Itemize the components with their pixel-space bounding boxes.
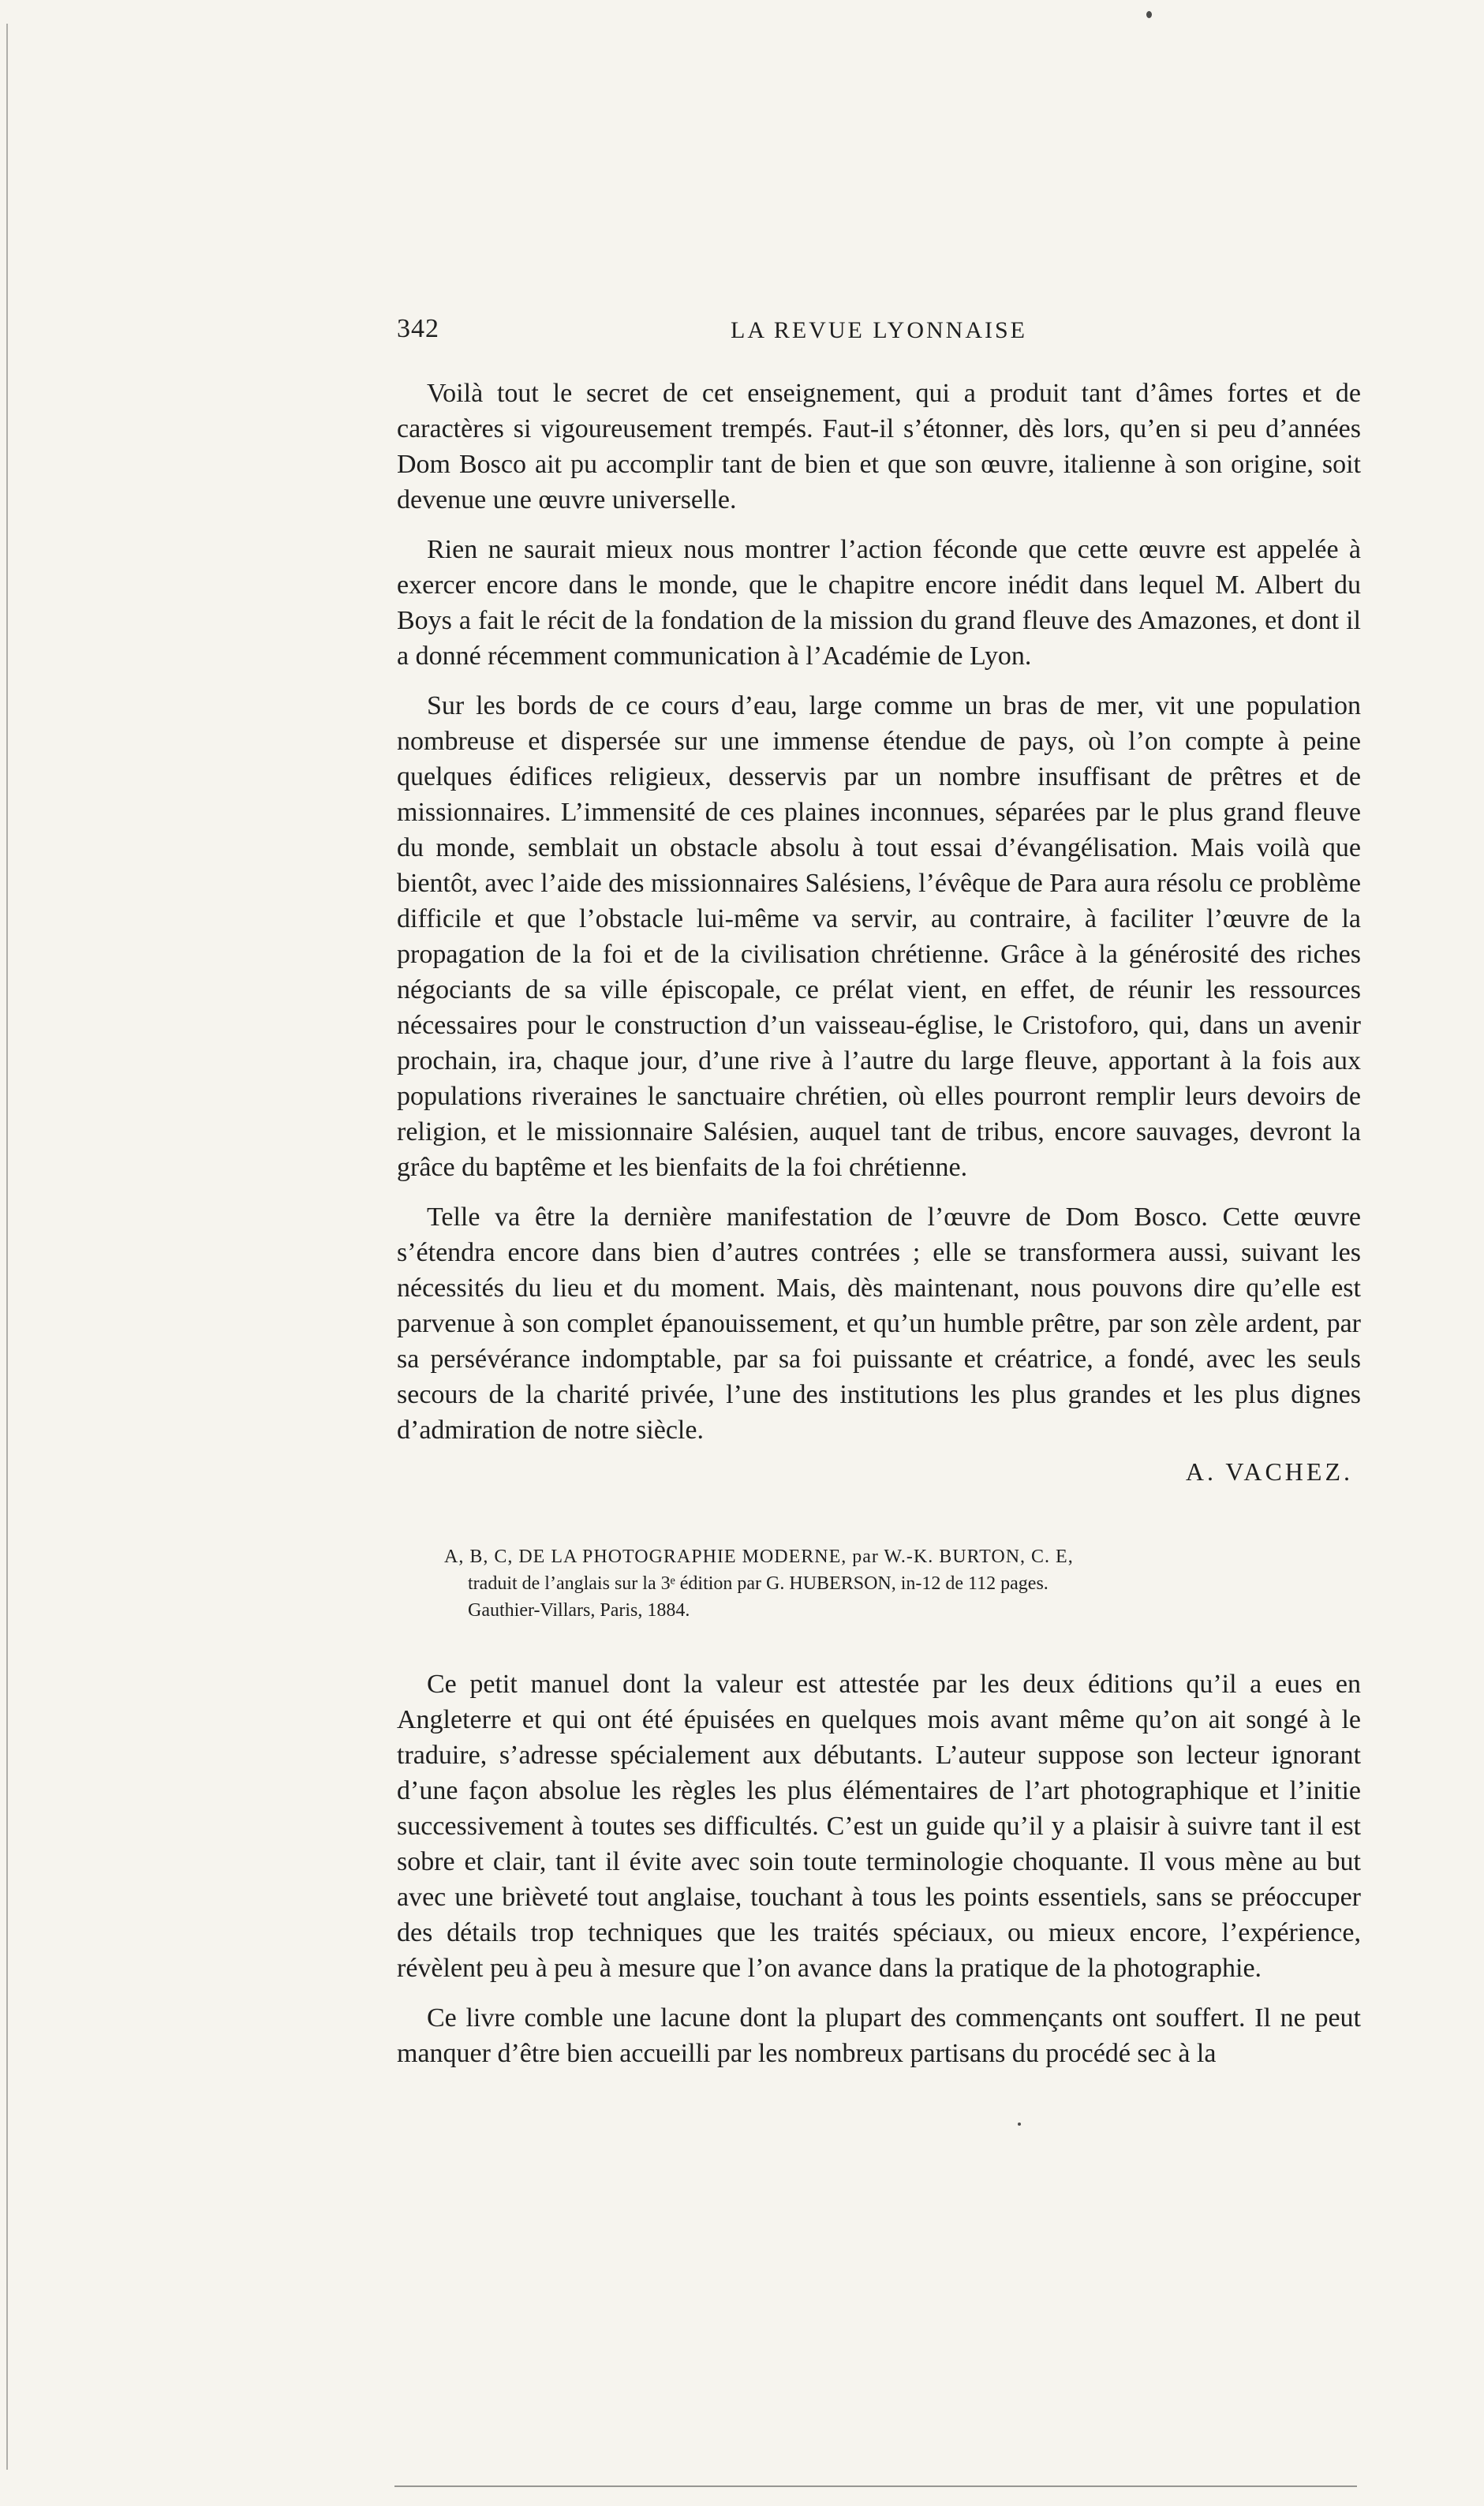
review-heading	[444, 1543, 1337, 1624]
page-header	[397, 314, 1361, 361]
page-number: 342	[397, 314, 439, 343]
document-page	[397, 314, 1361, 2492]
article-signature: A. VACHEZ.	[1185, 1457, 1353, 1486]
review-title-line: A, B, C, DE LA PHOTOGRAPHIE MODERNE, par W.-K. BURTON, C. E,	[444, 1547, 1074, 1567]
article-paragraph: Telle va être la dernière manifestation de l’œuvre de Dom Bosco. Cette œuvre s’étendra encore dans bien d’autres contrées ; elle se transformera aussi, suivant les nécessités du lieu et du moment. Mais, dès maintenant, nous pouvons dire qu’elle est parvenue à son complet épanouissement, et qu’un humble prêtre, par son zèle ardent, par sa persévérance indomptable, par sa foi puissante et créatrice, a fondé, avec les seuls secours de la charité privée, l’une des institutions les plus grandes et les plus dignes d’admiration de notre siècle.	[397, 1203, 1361, 1445]
article-paragraph: Voilà tout le secret de cet enseignement, qui a produit tant d’âmes fortes et de caractères si vigoureusement trempés. Faut-il s’étonner, dès lors, qu’en si peu d’années Dom Bosco ait pu accomplir tant de bien et que son œuvre, italienne à son origine, soit devenue une œuvre universelle.	[397, 379, 1361, 514]
review-paragraph: Ce petit manuel dont la valeur est attestée par les deux éditions qu’il a eues en Angleterre et qui ont été épuisées en quelques mois avant même qu’on ait songé à le traduire, s’adresse spécialement aux débutants. L’auteur suppose son lecteur ignorant d’une façon absolue les règles les plus élémentaires de l’art photographique et l’initie successivement à toutes ses difficultés. C’est un guide qu’il y a plaisir à suivre tant il est sobre et clair, tant il évite avec soin toute terminologie choquante. Il vous mène au but avec une brièveté tout anglaise, touchant à tous les points essentiels, sans se préoccuper des détails trop techniques que les traités spéciaux, ou mieux encore, l’expérience, révèlent peu à peu à mesure que l’on avance dans la pratique de la photographie.	[397, 1670, 1361, 1983]
ink-speck	[1146, 11, 1152, 18]
article-paragraph: Rien ne saurait mieux nous montrer l’action féconde que cette œuvre est appelée à exercer encore dans le monde, que le chapitre encore inédit dans lequel M. Albert du Boys a fait le récit de la fondation de la mission du grand fleuve des Amazones, et dont il a donné récemment communication à l’Académie de Lyon.	[397, 535, 1361, 671]
scan-edge-line	[6, 24, 8, 2470]
article-body	[397, 376, 1361, 1487]
running-title: LA REVUE LYONNAISE	[731, 317, 1027, 343]
review-meta-line-1: traduit de l’anglais sur la 3ᵉ édition par G. HUBERSON, in-12 de 112 pages.	[468, 1573, 1049, 1594]
article-paragraph: Sur les bords de ce cours d’eau, large comme un bras de mer, vit une population nombreuse et dispersée sur une immense étendue de pays, où l’on compte à peine quelques édifices religieux, desservis par un nombre insuffisant de prêtres et de missionnaires. L’immensité de ces plaines inconnues, séparées par le plus grand fleuve du monde, semblait un obstacle absolu à tout essai d’évangélisation. Mais voilà que bientôt, avec l’aide des missionnaires Salésiens, l’évêque de Para aura résolu ce problème difficile et que l’obstacle lui-même va servir, au contraire, à faciliter l’œuvre de la propagation de la foi et de la civilisation chrétienne. Grâce à la générosité des riches négociants de sa ville épiscopale, ce prélat vient, en effet, de réunir les ressources nécessaires pour le construction d’un vaisseau-église, le Cristoforo, qui, dans un avenir prochain, ira, chaque jour, d’une rive à l’autre du large fleuve, apportant à la fois aux populations riveraines le sanctuaire chrétien, où elles pourront remplir leurs devoirs de religion, et le missionnaire Salésien, auquel tant de tribus, encore sauvages, devront la grâce du baptême et les bienfaits de la foi chrétienne.	[397, 691, 1361, 1182]
review-meta-line-2: Gauthier-Villars, Paris, 1884.	[468, 1600, 690, 1621]
bottom-rule	[394, 2485, 1357, 2487]
review-body	[397, 1666, 1361, 2071]
review-paragraph: Ce livre comble une lacune dont la plupart des commençants ont souffert. Il ne peut manquer d’être bien accueilli par les nombreux partisans du procédé sec à la	[397, 2003, 1361, 2068]
